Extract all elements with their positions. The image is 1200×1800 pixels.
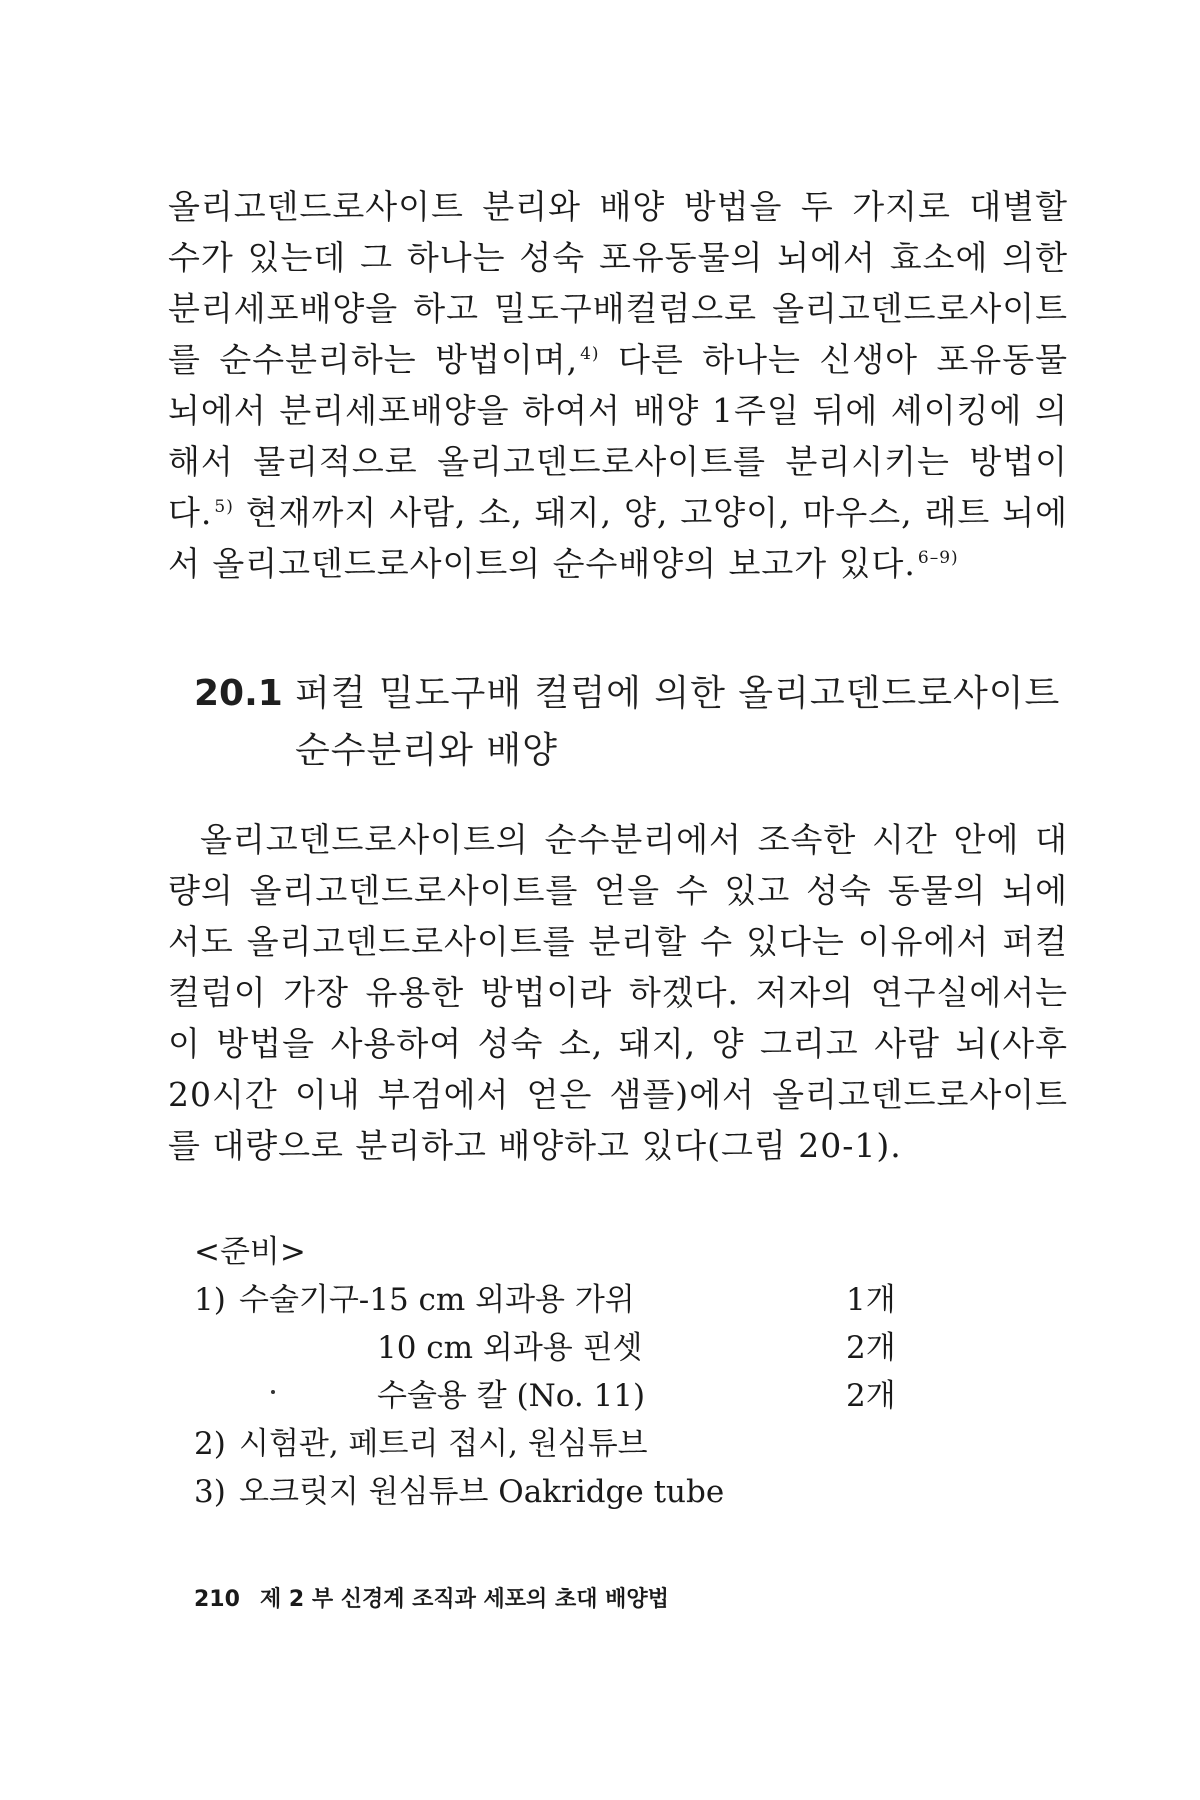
item-text: 수술기구-15 cm 외과용 가위: [239, 1282, 635, 1318]
section-paragraph: 올리고덴드로사이트의 순수분리에서 조속한 시간 안에 대량의 올리고덴드로사이트를 얻을 수 있고 성숙 동물의 뇌에서도 올리고덴드로사이트를 분리할 수 있다는 이유에서 퍼컬 컬럼이 가장 유용한 방법이라 하겠다. 저자의 연구실에서는 이 방법을 사용하여 성숙 소, 돼지, 양 그리고 사람 뇌(사후 20시간 이내 부검에서 얻은 샘플)에서 올리고덴드로사이트를 대량으로 분리하고 배양하고 있다(그림 20-1).: [168, 820, 1068, 1165]
preparation-item: [194, 1276, 994, 1324]
item-text: 오크릿지 원심튜브 Oakridge tube: [239, 1474, 725, 1510]
item-quantity: 2개: [846, 1378, 896, 1414]
section-number: 20.1: [194, 673, 283, 714]
intro-text-part-1: 올리고덴드로사이트 분리와 배양 방법을 두 가지로 대별할 수가 있는데 그 하나는 성숙 포유동물의 뇌에서 효소에 의한 분리세포배양을 하고 밀도구배컬럼으로 올리고덴드로사이트를 순수분리하는 방법이며,: [168, 187, 1068, 379]
item-quantity: 1개: [846, 1282, 896, 1318]
item-number: 3): [194, 1474, 226, 1510]
item-number: 2): [194, 1426, 226, 1462]
preparation-item: [194, 1372, 994, 1420]
preparation-item: [194, 1324, 994, 1372]
reference-5: 5): [214, 497, 234, 517]
intro-text-part-3: 현재까지 사람, 소, 돼지, 양, 고양이, 마우스, 래트 뇌에서 올리고덴드로사이트의 순수배양의 보고가 있다.: [168, 493, 1068, 583]
intro-paragraph: [168, 181, 1068, 589]
item-text: 10 cm 외과용 핀셋: [377, 1330, 643, 1366]
reference-6-9: 6–9): [917, 548, 959, 568]
item-number: 1): [194, 1282, 226, 1318]
section-title: 퍼컬 밀도구배 컬럼에 의한 올리고덴드로사이트 순수분리와 배양: [295, 673, 1061, 771]
preparation-item: [194, 1420, 994, 1468]
item-text: 수술용 칼 (No. 11): [377, 1378, 646, 1414]
page-number: 210: [194, 1587, 240, 1612]
intro-text-part-2: 다른 하나는 신생아 포유동물 뇌에서 분리세포배양을 하여서 배양 1주일 뒤에 셰이킹에 의해서 물리적으로 올리고덴드로사이트를 분리시키는 방법이다.: [168, 340, 1068, 532]
running-title: 제 2 부 신경계 조직과 세포의 초대 배양법: [259, 1587, 669, 1612]
item-text: 시험관, 페트리 접시, 원심튜브: [239, 1426, 648, 1462]
preparation-item: [194, 1468, 994, 1516]
print-speck: [271, 1390, 275, 1394]
preparation-heading: <준비>: [194, 1234, 306, 1270]
reference-4: 4): [580, 344, 600, 364]
page-footer: [194, 1582, 669, 1613]
item-quantity: 2개: [846, 1330, 896, 1366]
